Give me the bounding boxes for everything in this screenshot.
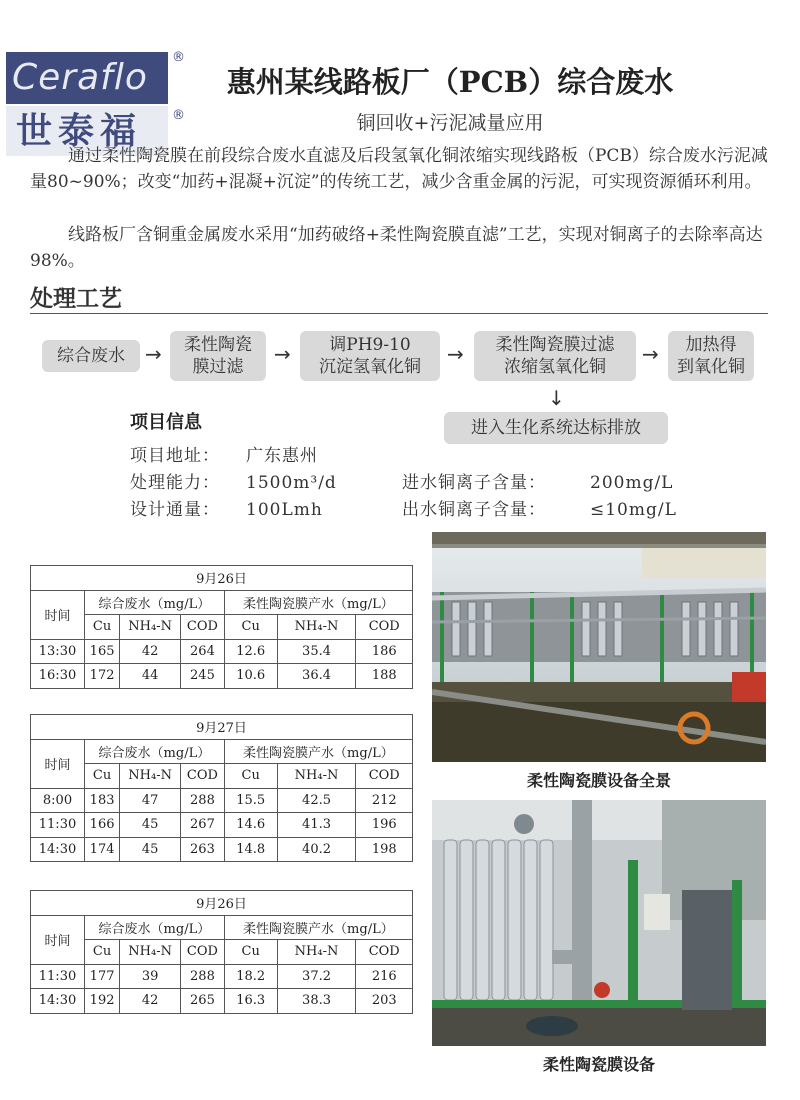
ceraflo-logo <box>6 50 185 156</box>
table-date: 9月27日 <box>31 715 413 740</box>
logo-text-chinese: 世泰福 <box>6 106 168 156</box>
col-header: NH₄-N <box>120 615 181 640</box>
col-header: NH₄-N <box>277 764 356 789</box>
photo-caption: 柔性陶瓷膜设备全景 <box>526 771 671 790</box>
table-date: 9月26日 <box>31 566 413 591</box>
flow-step-3: 调PH9-10 沉淀氢氧化铜 <box>300 331 440 381</box>
data-table <box>30 565 413 689</box>
section-divider <box>30 313 768 314</box>
flow-branch-discharge: 进入生化系统达标排放 <box>444 412 668 444</box>
registered-mark: ® <box>172 50 185 65</box>
col-header: COD <box>356 940 413 965</box>
table-row: 14:30 174 45 263 14.8 40.2 198 <box>31 837 413 862</box>
section-title: 处理工艺 <box>30 286 122 312</box>
table-row: 16:30 172 44 245 10.6 36.4 188 <box>31 664 413 689</box>
flow-step-1: 综合废水 <box>42 340 140 372</box>
flow-step-2: 柔性陶瓷 膜过滤 <box>170 331 266 381</box>
logo-text-latin: Ceraflo <box>6 52 168 104</box>
table-date: 9月26日 <box>31 891 413 916</box>
data-table <box>30 890 413 1014</box>
intro-paragraph: 线路板厂含铜重金属废水采用“加药破络+柔性陶瓷膜直滤”工艺，实现对铜离子的去除率高达98%。 <box>30 225 763 271</box>
table-row: 11:30 177 39 288 18.2 37.2 216 <box>31 964 413 989</box>
ion-content-row: 进水铜离子含量： 200mg/L <box>402 473 674 493</box>
table-row: 8:00 183 47 288 15.5 42.5 212 <box>31 788 413 813</box>
table-header-effluent: 柔性陶瓷膜产水（mg/L） <box>224 739 412 764</box>
table-header-influent: 综合废水（mg/L） <box>85 739 225 764</box>
project-info-row: 设计通量： 100Lmh <box>130 500 323 520</box>
table-header-time: 时间 <box>31 915 85 964</box>
table-header-time: 时间 <box>31 739 85 788</box>
photo-caption: 柔性陶瓷膜设备 <box>542 1055 655 1074</box>
equipment-panorama-photo <box>432 532 766 762</box>
table-row: 11:30 166 45 267 14.6 41.3 196 <box>31 813 413 838</box>
right-arrow-icon: → <box>642 342 659 366</box>
col-header: COD <box>356 615 413 640</box>
col-header: COD <box>181 940 225 965</box>
intro-paragraph: 通过柔性陶瓷膜在前段综合废水直滤及后段氢氧化铜浓缩实现线路板（PCB）综合废水污泥减量80~90%；改变“加药+混凝+沉淀”的传统工艺，减少含重金属的污泥，可实现资源循环利用。 <box>30 146 768 192</box>
col-header: Cu <box>85 615 120 640</box>
page-title: 惠州某线路板厂（PCB）综合废水 <box>226 65 674 99</box>
table-header-influent: 综合废水（mg/L） <box>85 590 225 615</box>
project-info-title: 项目信息 <box>130 412 202 433</box>
ion-content-row: 出水铜离子含量： ≤10mg/L <box>402 500 677 520</box>
project-info-row: 项目地址： 广东惠州 <box>130 446 318 466</box>
col-header: COD <box>356 764 413 789</box>
col-header: NH₄-N <box>277 940 356 965</box>
table-header-time: 时间 <box>31 590 85 639</box>
table-header-effluent: 柔性陶瓷膜产水（mg/L） <box>224 915 412 940</box>
col-header: Cu <box>224 615 277 640</box>
table-row: 14:30 192 42 265 16.3 38.3 203 <box>31 989 413 1014</box>
page-subtitle: 铜回收+污泥减量应用 <box>356 112 544 134</box>
col-header: NH₄-N <box>120 764 181 789</box>
col-header: NH₄-N <box>120 940 181 965</box>
flow-step-5: 加热得 到氧化铜 <box>668 331 754 381</box>
flow-step-4: 柔性陶瓷膜过滤 浓缩氢氧化铜 <box>474 331 636 381</box>
registered-mark: ® <box>172 108 185 123</box>
table-row: 13:30 165 42 264 12.6 35.4 186 <box>31 639 413 664</box>
col-header: COD <box>181 764 225 789</box>
col-header: Cu <box>224 764 277 789</box>
table-header-influent: 综合废水（mg/L） <box>85 915 225 940</box>
col-header: Cu <box>85 940 120 965</box>
table-header-effluent: 柔性陶瓷膜产水（mg/L） <box>224 590 412 615</box>
right-arrow-icon: → <box>145 342 162 366</box>
right-arrow-icon: → <box>274 342 291 366</box>
membrane-equipment-photo <box>432 800 766 1046</box>
col-header: Cu <box>85 764 120 789</box>
col-header: Cu <box>224 940 277 965</box>
right-arrow-icon: → <box>447 342 464 366</box>
col-header: NH₄-N <box>277 615 356 640</box>
project-info-row: 处理能力： 1500m³/d <box>130 473 337 493</box>
data-table <box>30 714 413 862</box>
col-header: COD <box>181 615 225 640</box>
down-arrow-icon: ↓ <box>548 386 565 410</box>
